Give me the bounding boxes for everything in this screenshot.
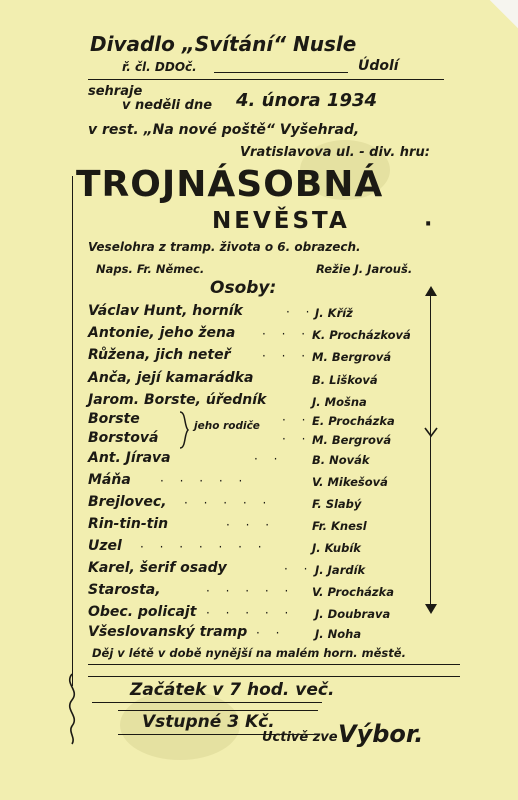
cast-actor: J. Doubrava [315,607,391,621]
cast-role: Máňa [88,472,131,488]
start-bottom-rule [92,702,322,703]
parents-note: jeho rodiče [194,420,260,432]
leader-dots: · · [282,432,312,446]
blank-line [214,72,348,73]
venue: v rest. „Na nové poště“ Vyšehrad, [88,122,360,138]
cast-role: Jarom. Borste, úředník [88,392,267,408]
cast-actor: E. Procházka [312,414,395,428]
leader-dots: · · · [226,518,276,532]
play-title-line1: TROJNÁSOBNÁ [76,164,384,205]
cast-actor: K. Procházková [312,328,411,342]
cast-actor: J. Kubík [312,541,361,555]
start-time: Začátek v 7 hod. več. [130,680,335,700]
leader-dots: · · [286,305,316,319]
performance-date: 4. února 1934 [236,90,378,111]
header-divider [88,79,444,80]
torn-corner [490,0,518,28]
play-subtitle: Veselohra z tramp. života o 6. obrazech. [88,240,361,254]
leader-dots: · · · · · [160,474,249,488]
cast-actor: J. Mošna [312,395,367,409]
cast-actor: M. Bergrová [312,433,392,447]
right-bracket-line [430,292,431,610]
date-prefix: v neděli dne [122,98,213,113]
admission-top-rule [118,710,318,711]
cast-role: Antonie, jeho žena [88,325,236,341]
cast-actor: J. Noha [315,627,362,641]
leader-dots: · · [284,562,314,576]
cast-role: Ant. Jírava [88,450,171,466]
leader-dots: · · [282,413,312,427]
play-title-line2: NEVĚSTA [212,208,350,234]
director: Režie J. Jarouš. [316,262,413,276]
setting-divider [88,664,460,665]
cast-role: Starosta, [88,582,161,598]
cast-actor: B. Lišková [312,373,378,387]
cast-role: Václav Hunt, horník [88,303,243,319]
cast-actor: Fr. Knesl [312,519,367,533]
cast-role: Všeslovanský tramp [88,624,248,640]
street: Vratislavova ul. - div. hru: [240,145,430,160]
leader-dots: · · · [262,349,312,363]
left-border-line [72,176,73,686]
cast-role: Rin-tin-tin [88,516,169,532]
cast-actor: F. Slabý [312,497,362,511]
setting-note: Děj v létě v době nynější na malém horn. městě. [92,646,406,660]
cast-actor: J. Kříž [315,306,353,320]
leader-dots: · · · · · [206,606,295,620]
cast-role: Brejlovec, [88,494,167,510]
leader-dots: · · · · · · · [140,540,268,554]
leader-dots: · · · · · [206,584,295,598]
cast-role: Karel, šerif osady [88,560,227,576]
association-abbrev: ř. čl. DDOč. [122,60,197,74]
cast-role: Anča, její kamarádka [88,370,254,386]
leader-dots: · · [254,452,284,466]
admission-price: Vstupné 3 Kč. [142,712,275,732]
theatre-name: Divadlo „Svítání“ Nusle [90,32,357,56]
cast-role: Borste [88,411,140,427]
bracket-notch-icon [424,427,438,437]
arrow-down-icon [424,603,438,615]
leader-dots: · · · · · [184,496,273,510]
plays-word: sehraje [88,84,143,99]
cast-role: Uzel [88,538,122,554]
title-dot: · [424,212,433,237]
cast-actor: M. Bergrová [312,350,392,364]
arrow-up-icon [424,285,438,297]
cast-actor: V. Mikešová [312,475,388,489]
cast-role: Růžena, jich neteř [88,347,231,363]
start-top-rule [88,676,460,677]
cast-role: Obec. policajt [88,604,197,620]
parents-brace-icon [178,410,190,450]
cast-heading: Osoby: [210,278,277,298]
cast-actor: B. Novák [312,453,370,467]
flourish-ornament [62,670,92,750]
closing-invite: Uctivě zve [262,730,338,745]
cast-role: Borstová [88,430,159,446]
author: Naps. Fr. Němec. [96,262,205,276]
district-name: Údolí [358,58,399,74]
leader-dots: · · [256,626,286,640]
cast-actor: V. Procházka [312,585,394,599]
cast-actor: J. Jardík [315,563,366,577]
leader-dots: · · · [262,327,312,341]
closing-signature: Výbor. [338,720,424,748]
